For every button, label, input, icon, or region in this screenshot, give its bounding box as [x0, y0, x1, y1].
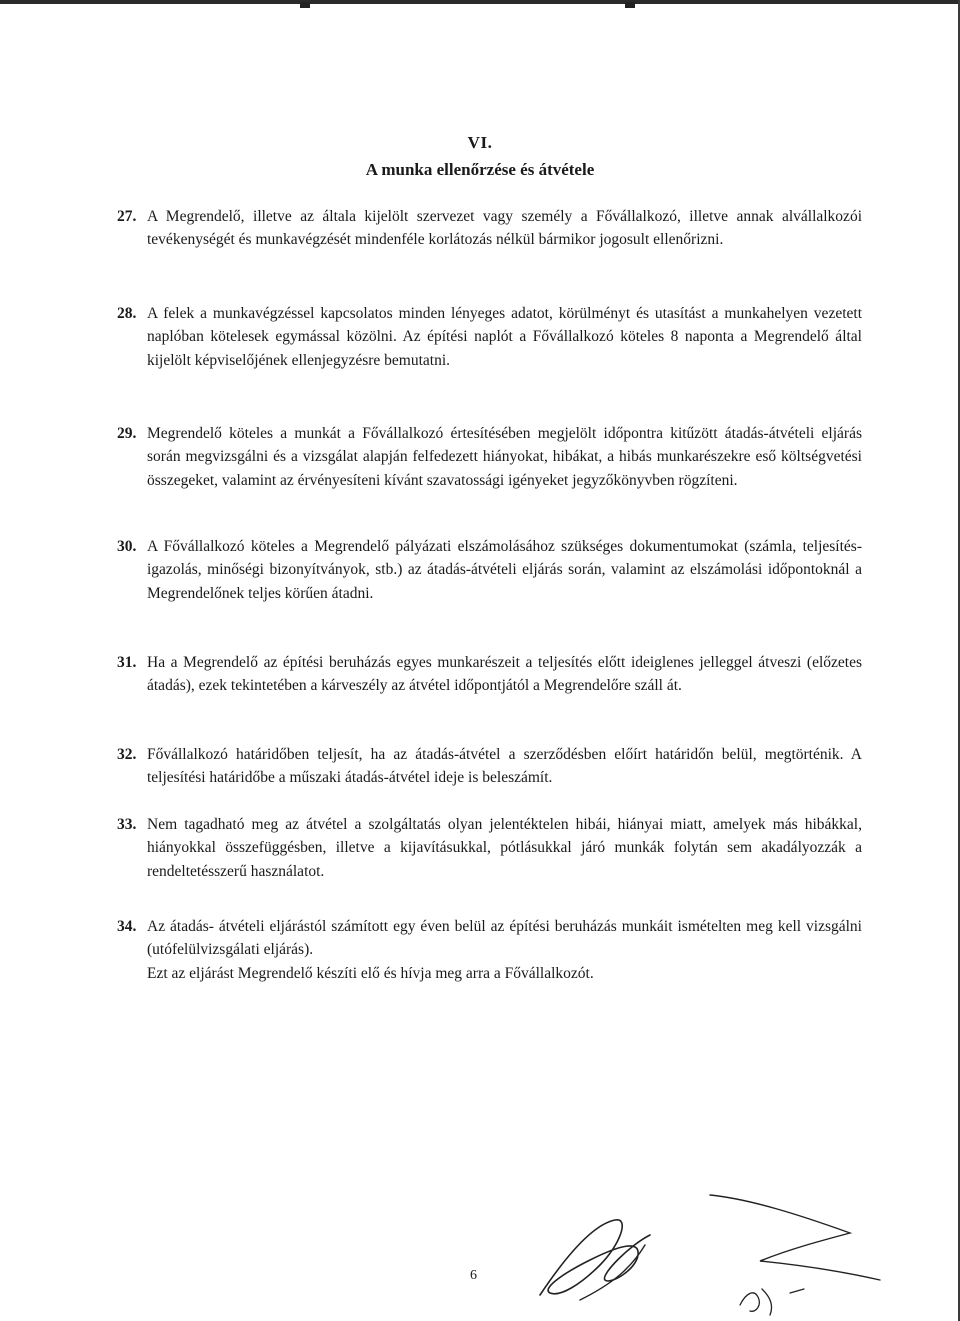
clause-text: A Megrendelő, illetve az általa kijelölt szervezet vagy személy a Fővállalkozó, illetve annak alvállalkozói tevékenységét és munkavégzését mindenféle korlátozás nélkül bármikor jogosult ellenőrizni.	[147, 208, 862, 249]
clause-text: A Fővállalkozó köteles a Megrendelő pályázati elszámolásához szükséges dokumentumokat (számla, teljesítés-igazolás, minőségi bizonyítványok, stb.) az átadás-átvételi eljárás során, valamint az elszámolási időpontoknál a Megrendelőnek teljes körűen átadni.	[147, 538, 862, 602]
scan-mark	[300, 2, 310, 8]
clause-34	[117, 915, 862, 985]
clause-text: Ha a Megrendelő az építési beruházás egyes munkarészeit a teljesítés előtt ideiglenes jelleggel átveszi (előzetes átadás), ezek tekintetében a kárveszély az átvétel időpontjától a Megrendelőre száll át.	[147, 654, 862, 695]
clause-number: 27.	[117, 208, 137, 225]
clause-number: 32.	[117, 746, 137, 763]
clause-number: 29.	[117, 425, 137, 442]
page-number: 6	[470, 1268, 477, 1283]
clause-extra-text: Ezt az eljárást Megrendelő készíti elő és hívja meg arra a Fővállalkozót.	[147, 964, 594, 982]
clause-29	[117, 422, 862, 492]
clause-30	[117, 535, 862, 605]
clause-number: 34.	[117, 918, 137, 935]
scan-mark	[625, 2, 635, 8]
clause-text: A felek a munkavégzéssel kapcsolatos minden lényeges adatot, körülményt és utasítást a munkahelyen vezetett naplóban kötelesek egymással közölni. Az építési naplót a Fővállalkozó köteles 8 naponta a Megrendelő által kijelölt képviselőjének ellenjegyzésre bemutatni.	[147, 305, 862, 369]
clause-31	[117, 651, 862, 698]
clause-28	[117, 302, 862, 372]
section-header	[0, 130, 960, 184]
clause-number: 33.	[117, 816, 137, 833]
clause-number: 31.	[117, 654, 137, 671]
clause-text: Az átadás- átvételi eljárástól számított egy éven belül az építési beruházás munkáit ismételten meg kell vizsgálni (utófelülvizsgálati eljárás).	[147, 918, 862, 959]
clause-number: 28.	[117, 305, 137, 322]
section-title: A munka ellenőrzése és átvétele	[365, 160, 595, 179]
section-number: VI.	[467, 133, 493, 152]
clause-27	[117, 205, 862, 252]
clause-text: Fővállalkozó határidőben teljesít, ha az átadás-átvétel a szerződésben előírt határidőn belül, megtörténik. A teljesítési határidőbe a műszaki átadás-átvétel ideje is beleszámít.	[147, 746, 862, 787]
clause-32	[117, 743, 862, 790]
clause-number: 30.	[117, 538, 137, 555]
clause-text: Nem tagadható meg az átvétel a szolgáltatás olyan jelentéktelen hibái, hiányai miatt, amelyek más hibákkal, hiányokkal összefüggésben, illetve a kijavításukkal, pótlásukkal járó munkák folytán sem akadályozzák a rendeltetésszerű használatot.	[147, 816, 862, 880]
clause-33	[117, 813, 862, 883]
scan-border-top	[0, 0, 960, 4]
clause-text: Megrendelő köteles a munkát a Fővállalkozó értesítésében megjelölt időpontra kitűzött átadás-átvételi eljárás során megvizsgálni és a vizsgálat alapján felfedezett hiányokat, hibákat, a hibás munkarészekre eső költségvetési összegeket, valamint az érvényesíteni kívánt szavatossági igényeket jegyzőkönyvben rögzíteni.	[147, 425, 862, 489]
signature-image	[520, 1185, 960, 1321]
